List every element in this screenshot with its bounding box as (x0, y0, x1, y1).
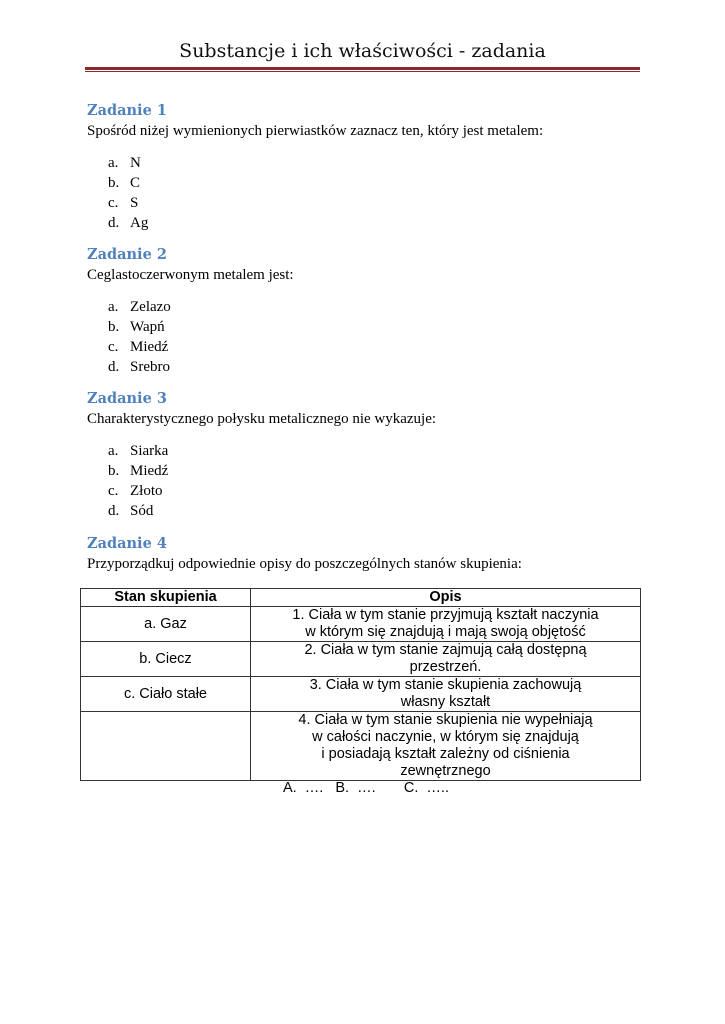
option-item (108, 441, 168, 461)
table-header-row (81, 589, 641, 607)
table-row (81, 677, 641, 712)
option-text: Siarka (130, 443, 169, 459)
matching-table (80, 588, 641, 781)
option-text: Sód (130, 503, 154, 519)
option-text: N (130, 155, 141, 171)
option-text: Srebro (130, 359, 170, 375)
task-2-title: Zadanie 2 (87, 246, 167, 263)
opis-line: w całości naczynie, w którym się znajdują (312, 729, 579, 745)
option-letter: d. (108, 215, 120, 231)
task-2-options (108, 297, 171, 377)
option-text: Zelazo (130, 299, 171, 315)
column-header-stan: Stan skupienia (81, 589, 251, 607)
opis-cell (251, 712, 641, 781)
option-item (108, 317, 171, 337)
option-letter: c. (108, 483, 119, 499)
stan-cell: a. Gaz (81, 607, 251, 642)
task-4-title: Zadanie 4 (87, 535, 167, 552)
option-letter: b. (108, 319, 120, 335)
option-letter: a. (108, 299, 119, 315)
opis-line: 1. Ciała w tym stanie przyjmują kształt naczynia (292, 607, 599, 623)
opis-line: zewnętrznego (400, 763, 491, 779)
stan-cell: b. Ciecz (81, 642, 251, 677)
task-3-title: Zadanie 3 (87, 390, 167, 407)
column-header-opis: Opis (251, 589, 641, 607)
option-text: C (130, 175, 141, 191)
option-text: Miedź (130, 463, 169, 479)
option-item (108, 153, 148, 173)
option-text: Miedź (130, 339, 169, 355)
option-text: Ag (130, 215, 149, 231)
header-divider-thick (85, 67, 640, 70)
option-text: S (130, 195, 139, 211)
task-1-question: Spośród niżej wymienionych pierwiastków zaznacz ten, który jest metalem: (87, 123, 544, 139)
option-text: Złoto (130, 483, 163, 499)
task-1-title: Zadanie 1 (87, 102, 167, 119)
table-row (81, 607, 641, 642)
task-1-options (108, 153, 148, 233)
opis-line: 2. Ciała w tym stanie zajmują całą dostępną (304, 642, 587, 658)
opis-line: w którym się znajdują i mają swoją objętość (305, 624, 586, 640)
task-4-question: Przyporządkuj odpowiednie opisy do poszczególnych stanów skupienia: (87, 556, 522, 572)
opis-cell (251, 642, 641, 677)
option-item (108, 481, 168, 501)
task-2-question: Ceglastoczerwonym metalem jest: (87, 267, 294, 283)
option-item (108, 461, 168, 481)
option-letter: c. (108, 339, 119, 355)
stan-cell (81, 712, 251, 781)
option-letter: a. (108, 155, 119, 171)
option-letter: c. (108, 195, 119, 211)
option-letter: b. (108, 175, 120, 191)
option-item (108, 357, 171, 377)
opis-line: przestrzeń. (409, 659, 482, 675)
opis-line: 4. Ciała w tym stanie skupienia nie wypełniają (298, 712, 593, 728)
option-item (108, 213, 148, 233)
option-item (108, 337, 171, 357)
opis-cell (251, 677, 641, 712)
stan-cell: c. Ciało stałe (81, 677, 251, 712)
option-item (108, 501, 168, 521)
answer-blanks: A. …. B. …. C. ….. (283, 780, 449, 796)
option-letter: b. (108, 463, 120, 479)
opis-line: własny kształt (400, 694, 491, 710)
page-title: Substancje i ich właściwości - zadania (179, 40, 546, 62)
option-letter: d. (108, 359, 120, 375)
option-text: Wapń (130, 319, 165, 335)
task-3-options (108, 441, 168, 521)
opis-cell (251, 607, 641, 642)
option-item (108, 193, 148, 213)
option-letter: d. (108, 503, 120, 519)
option-item (108, 297, 171, 317)
table-row (81, 642, 641, 677)
option-letter: a. (108, 443, 119, 459)
opis-line: i posiadają kształt zależny od ciśnienia (321, 746, 570, 762)
table-row (81, 712, 641, 781)
task-3-question: Charakterystycznego połysku metalicznego nie wykazuje: (87, 411, 437, 427)
header-divider-thin (85, 71, 640, 72)
option-item (108, 173, 148, 193)
opis-line: 3. Ciała w tym stanie skupienia zachowują (309, 677, 582, 693)
